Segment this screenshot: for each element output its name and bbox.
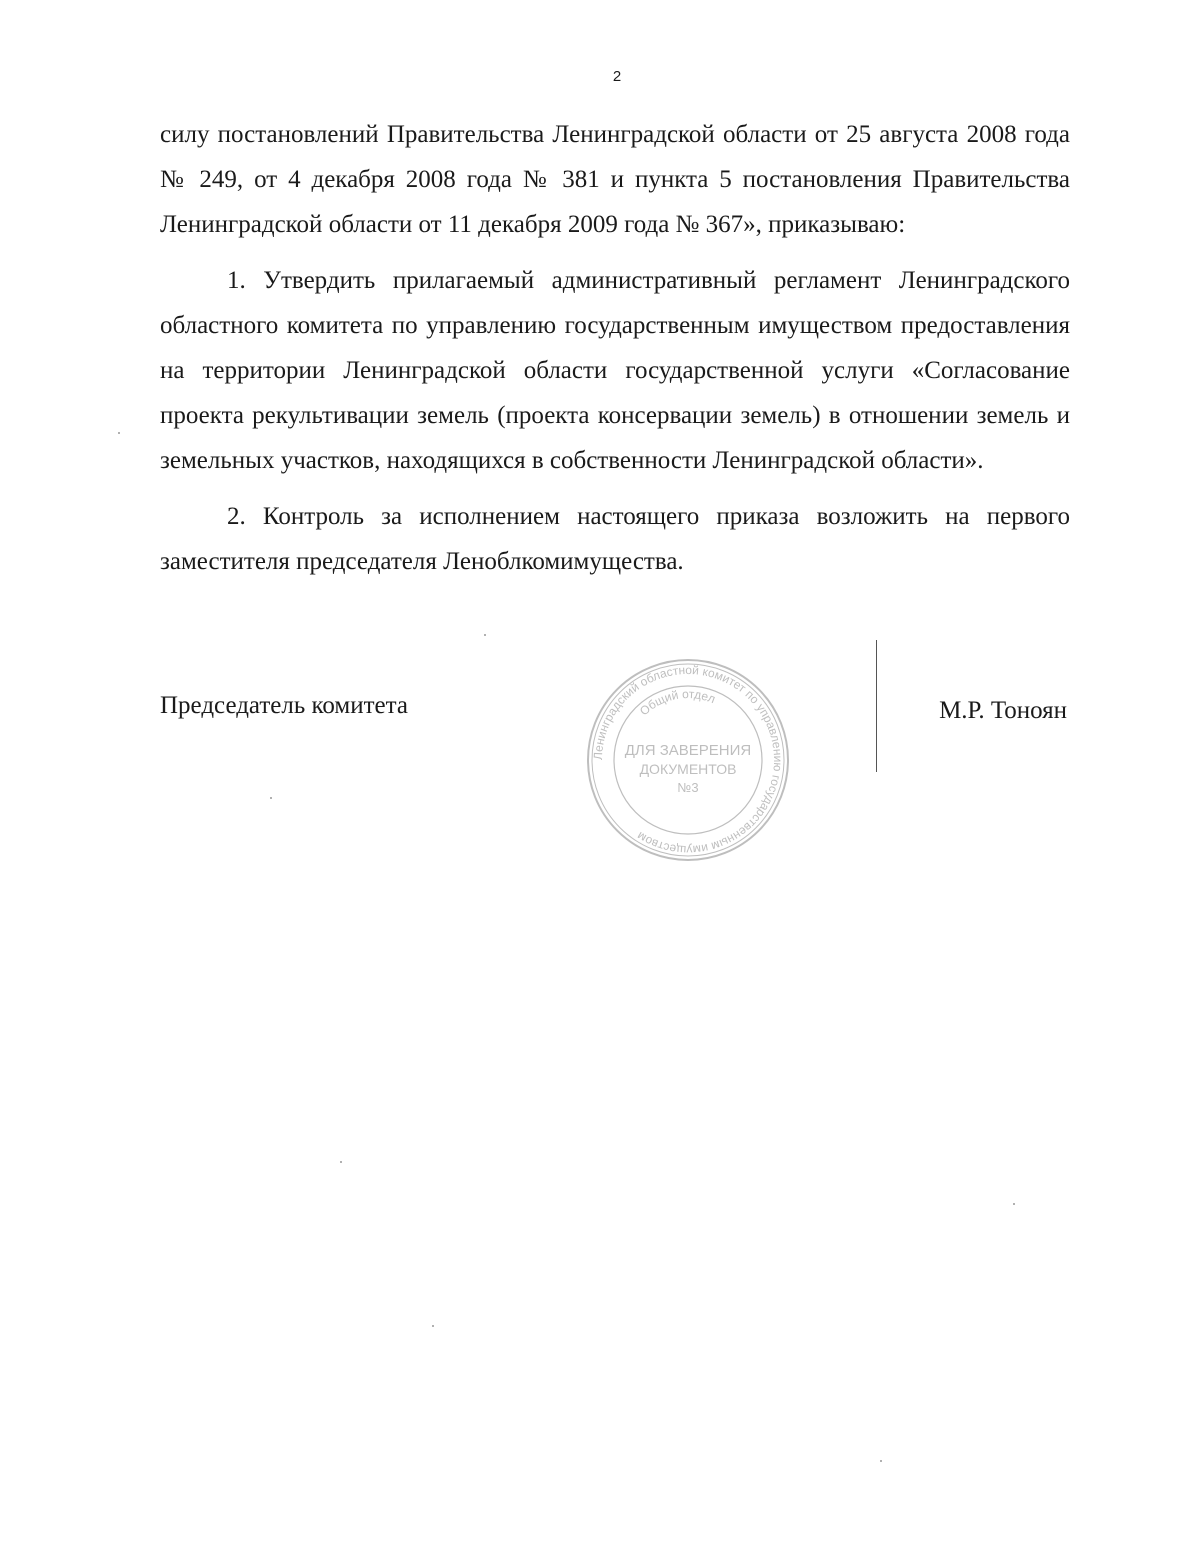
scan-speck [432,1325,434,1327]
scan-speck [1013,1203,1015,1205]
stamp-seal [583,655,793,865]
scan-speck [880,1460,882,1462]
scan-speck [118,432,120,434]
signature-stroke [876,640,877,772]
stamp-outer-text: Ленинградский областной комитет по управлению государственным имуществом [590,662,786,858]
signatory-name: М.Р. Тоноян [939,697,1067,724]
stamp-center-line-3: №3 [677,780,699,795]
page-number: 2 [612,68,622,85]
paragraph-item-1: 1. Утвердить прилагаемый административный регламент Ленинградского областного комитета по управлению государственным имуществом предоставления на территории Ленинградской области государственной услуги «Согласование проекта рекультивации земель (проекта консервации земель) в отношении земель и земельных участков, находящихся в собственности Ленинградской области». [160,267,1070,474]
scan-speck [484,634,486,636]
scan-speck [270,797,272,799]
stamp-inner-text: Общий отдел [636,686,718,719]
paragraph-preamble: силу постановлений Правительства Ленинградской области от 25 августа 2008 года № 249, от 4 декабря 2008 года № 381 и пункта 5 постановления Правительства Ленинградской области от 11 декабря 2009 года № 367», приказываю: [160,121,1070,238]
stamp-center-line-2: ДОКУМЕНТОВ [639,761,737,777]
paragraph-item-2: 2. Контроль за исполнением настоящего приказа возложить на первого заместителя председателя Леноблкомимущества. [160,503,1070,575]
scan-speck [340,1161,342,1163]
stamp-center-line-1: ДЛЯ ЗАВЕРЕНИЯ [624,742,752,759]
signatory-title: Председатель комитета [160,692,408,719]
document-body [160,112,1070,595]
official-stamp [583,655,793,865]
